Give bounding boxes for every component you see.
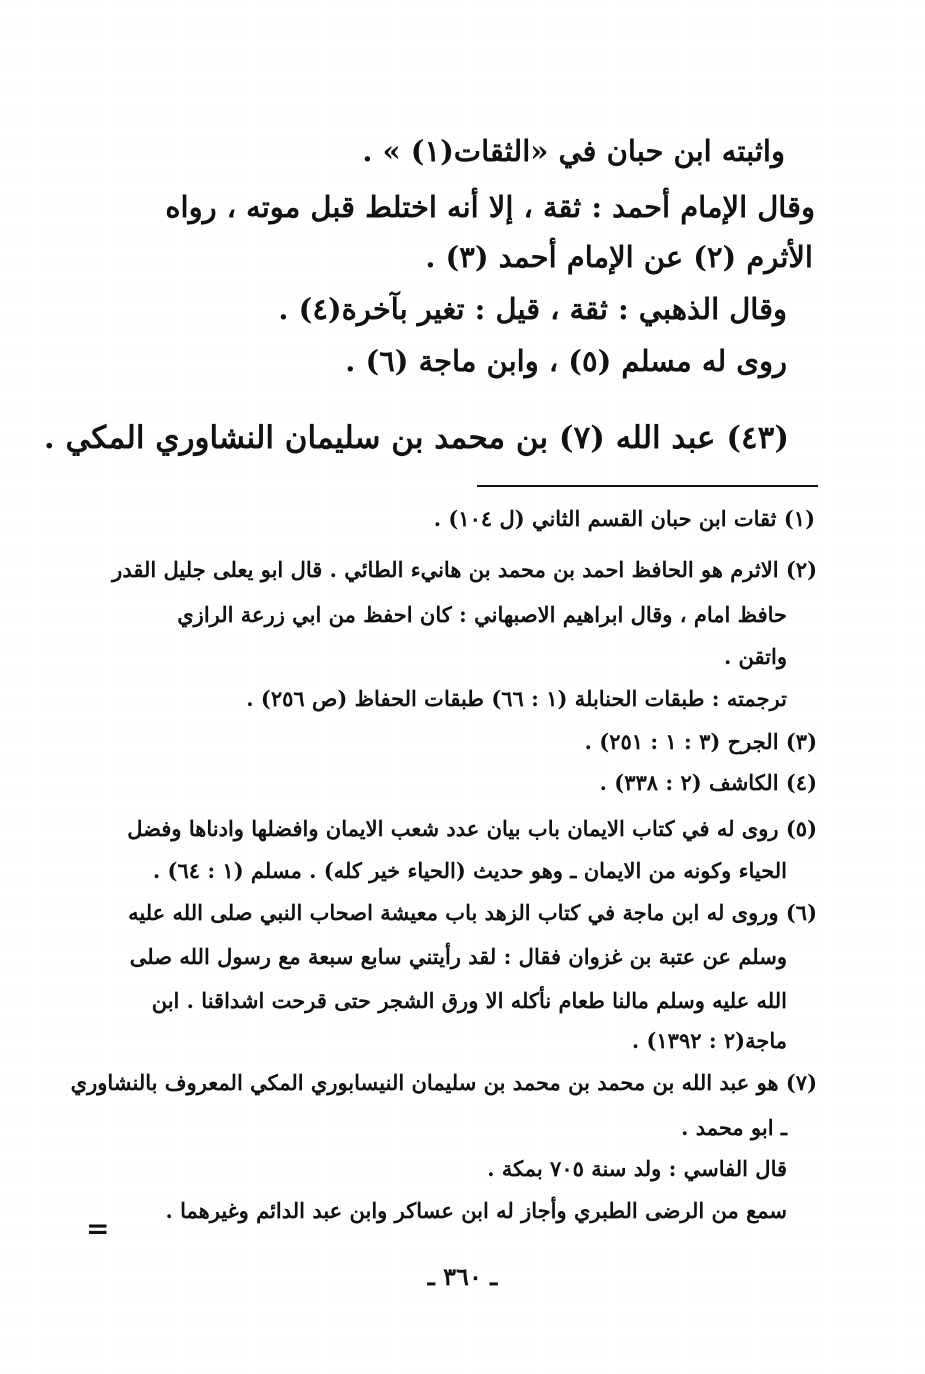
footnote-7-line-4: سمع من الرضى الطبري وأجاز له ابن عساكر وابن عبد الدائم وغيرهما . (165, 1198, 787, 1223)
main-line-5: روى له مسلم (٥) ، وابن ماجة (٦) . (345, 344, 787, 378)
footnote-6-line-3: الله عليه وسلم مالنا طعام نأكله الا ورق الشجر حتى قرحت اشداقنا . ابن (151, 988, 787, 1013)
footnote-2-line-1: (٢) الاثرم هو الحافظ احمد بن محمد بن هانيء الطائي . قال ابو يعلى جليل القدر (112, 557, 817, 582)
footnote-6-line-1: (٦) وروى له ابن ماجة في كتاب الزهد باب معيشة اصحاب النبي صلى الله عليه (128, 900, 817, 925)
footnote-2-line-3: واتقن . (723, 644, 787, 669)
footnote-6-line-2: وسلم عن عتبة بن غزوان فقال : لقد رأيتني سابع سبعة مع رسول الله صلى (129, 944, 787, 969)
footnote-1: (١) ثقات ابن حبان القسم الثاني (ل ١٠٤) . (433, 506, 815, 531)
footnote-5-line-2: الحياء وكونه من الايمان ـ وهو حديث (الحياء خير كله) . مسلم (١ : ٦٤) . (152, 858, 787, 883)
footnote-3: (٣) الجرح (٣ : ١ : ٢٥١) . (584, 729, 817, 754)
footnote-separator (477, 485, 818, 487)
main-line-2: وقال الإمام أحمد : ثقة ، إلا أنه اختلط قبل موته ، رواه (165, 190, 815, 224)
main-line-1: واثبته ابن حبان في «الثقات(١) » . (362, 134, 785, 168)
footnote-5-line-1: (٥) روى له في كتاب الايمان باب بيان عدد شعب الايمان وافضلها وادناها وفضل (127, 816, 817, 841)
continuation-mark: = (86, 1212, 110, 1245)
footnote-6-line-4: ماجة(٢ : ١٣٩٢) . (631, 1028, 787, 1053)
main-line-4: وقال الذهبي : ثقة ، قيل : تغير بآخرة(٤) . (278, 292, 787, 326)
footnote-4: (٤) الكاشف (٢ : ٣٣٨) . (599, 770, 817, 795)
footnote-7-line-1: (٧) هو عبد الله بن محمد بن محمد بن سليمان النيسابوري المكي المعروف بالنشاوري (70, 1070, 817, 1095)
footnote-2-line-4: ترجمته : طبقات الحنابلة (١ : ٦٦) طبقات الحفاظ (ص ٢٥٦) . (246, 686, 787, 711)
main-line-3: الأثرم (٢) عن الإمام أحمد (٣) . (425, 240, 813, 274)
footnote-7-line-3: قال الفاسي : ولد سنة ٧٠٥ بمكة . (487, 1156, 787, 1181)
page-number: ـ ٣٦٠ ـ (427, 1262, 498, 1291)
footnote-2-line-2: حافظ امام ، وقال ابراهيم الاصبهاني : كان احفظ من ابي زرعة الرازي (177, 602, 787, 627)
footnote-7-line-2: ـ ابو محمد . (681, 1115, 787, 1140)
entry-title: (٤٣) عبد الله (٧) بن محمد بن سليمان النشاوري المكي . (43, 420, 789, 456)
